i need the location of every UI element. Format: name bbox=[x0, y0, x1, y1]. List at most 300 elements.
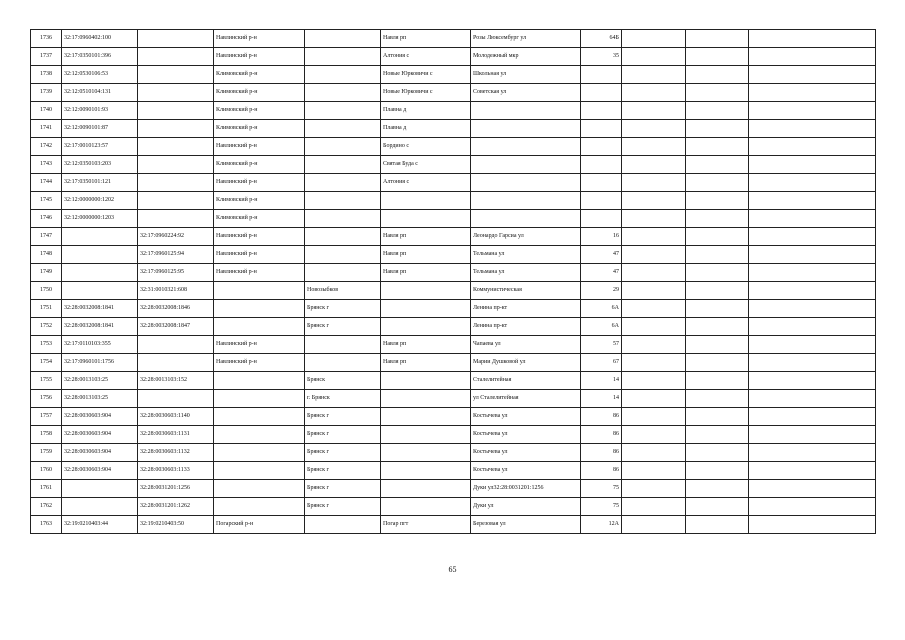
object-number-cell bbox=[138, 102, 214, 120]
settlement-cell bbox=[381, 192, 471, 210]
row-number-cell: 1752 bbox=[31, 318, 62, 336]
district-cell bbox=[214, 318, 305, 336]
row-number-cell: 1761 bbox=[31, 480, 62, 498]
city-cell: Брянск г bbox=[305, 480, 381, 498]
table-row bbox=[31, 300, 876, 318]
object-number-cell bbox=[138, 174, 214, 192]
extra-cell-2 bbox=[686, 174, 749, 192]
extra-cell-2 bbox=[686, 498, 749, 516]
district-cell: Навлинский р-н bbox=[214, 228, 305, 246]
extra-cell-1 bbox=[622, 390, 686, 408]
row-number-cell: 1739 bbox=[31, 84, 62, 102]
table-row bbox=[31, 264, 876, 282]
street-cell: Костычева ул bbox=[471, 444, 581, 462]
extra-cell-1 bbox=[622, 318, 686, 336]
cadastral-number-cell: 32:28:0030603:904 bbox=[62, 444, 138, 462]
house-cell: 35 bbox=[581, 48, 622, 66]
object-number-cell bbox=[138, 66, 214, 84]
settlement-cell: Плавна д bbox=[381, 120, 471, 138]
extra-cell-2 bbox=[686, 102, 749, 120]
settlement-cell bbox=[381, 372, 471, 390]
house-cell bbox=[581, 102, 622, 120]
table-row bbox=[31, 156, 876, 174]
row-number-cell: 1738 bbox=[31, 66, 62, 84]
house-cell: 86 bbox=[581, 408, 622, 426]
city-cell bbox=[305, 516, 381, 534]
settlement-cell: Алтония с bbox=[381, 174, 471, 192]
row-number-cell: 1751 bbox=[31, 300, 62, 318]
house-cell: 6А bbox=[581, 300, 622, 318]
row-number-cell: 1762 bbox=[31, 498, 62, 516]
house-cell: 86 bbox=[581, 444, 622, 462]
street-cell bbox=[471, 120, 581, 138]
extra-cell-1 bbox=[622, 246, 686, 264]
street-cell: ул Сталелитейная bbox=[471, 390, 581, 408]
district-cell bbox=[214, 462, 305, 480]
settlement-cell bbox=[381, 390, 471, 408]
district-cell: Навлинский р-н bbox=[214, 246, 305, 264]
row-number-cell: 1753 bbox=[31, 336, 62, 354]
district-cell: Климовский р-н bbox=[214, 66, 305, 84]
city-cell bbox=[305, 210, 381, 228]
table-row bbox=[31, 84, 876, 102]
settlement-cell bbox=[381, 426, 471, 444]
object-number-cell: 32:17:0960125:95 bbox=[138, 264, 214, 282]
extra-cell-3 bbox=[749, 30, 876, 48]
house-cell bbox=[581, 210, 622, 228]
house-cell: 29 bbox=[581, 282, 622, 300]
row-number-cell: 1737 bbox=[31, 48, 62, 66]
row-number-cell: 1745 bbox=[31, 192, 62, 210]
cadastral-number-cell: 32:17:0350101:396 bbox=[62, 48, 138, 66]
table-row bbox=[31, 480, 876, 498]
table-row bbox=[31, 462, 876, 480]
house-cell: 86 bbox=[581, 462, 622, 480]
table-row bbox=[31, 210, 876, 228]
row-number-cell: 1736 bbox=[31, 30, 62, 48]
extra-cell-3 bbox=[749, 138, 876, 156]
city-cell bbox=[305, 48, 381, 66]
street-cell: Школьная ул bbox=[471, 66, 581, 84]
object-number-cell bbox=[138, 84, 214, 102]
settlement-cell: Навля рп bbox=[381, 228, 471, 246]
settlement-cell bbox=[381, 408, 471, 426]
extra-cell-3 bbox=[749, 246, 876, 264]
object-number-cell bbox=[138, 336, 214, 354]
extra-cell-3 bbox=[749, 516, 876, 534]
table-row bbox=[31, 174, 876, 192]
extra-cell-1 bbox=[622, 498, 686, 516]
extra-cell-2 bbox=[686, 462, 749, 480]
cadastral-number-cell: 32:28:0030603:904 bbox=[62, 426, 138, 444]
cadastral-number-cell: 32:12:0350103:203 bbox=[62, 156, 138, 174]
settlement-cell: Погар пгт bbox=[381, 516, 471, 534]
house-cell bbox=[581, 174, 622, 192]
city-cell bbox=[305, 192, 381, 210]
extra-cell-3 bbox=[749, 282, 876, 300]
row-number-cell: 1749 bbox=[31, 264, 62, 282]
district-cell bbox=[214, 372, 305, 390]
city-cell: Брянск г bbox=[305, 318, 381, 336]
street-cell: Молодежный мкр bbox=[471, 48, 581, 66]
extra-cell-2 bbox=[686, 372, 749, 390]
district-cell: Климовский р-н bbox=[214, 120, 305, 138]
cadastral-number-cell: 32:28:0032008:1841 bbox=[62, 300, 138, 318]
cadastral-number-cell: 32:12:0000000:1203 bbox=[62, 210, 138, 228]
district-cell: Навлинский р-н bbox=[214, 174, 305, 192]
settlement-cell: Навля рп bbox=[381, 354, 471, 372]
extra-cell-1 bbox=[622, 84, 686, 102]
extra-cell-3 bbox=[749, 264, 876, 282]
extra-cell-3 bbox=[749, 498, 876, 516]
extra-cell-2 bbox=[686, 318, 749, 336]
cadastral-number-cell: 32:17:0010123:57 bbox=[62, 138, 138, 156]
settlement-cell: Новые Юрковичи с bbox=[381, 66, 471, 84]
object-number-cell bbox=[138, 192, 214, 210]
extra-cell-1 bbox=[622, 372, 686, 390]
district-cell bbox=[214, 282, 305, 300]
street-cell: Костычева ул bbox=[471, 408, 581, 426]
street-cell bbox=[471, 192, 581, 210]
extra-cell-3 bbox=[749, 462, 876, 480]
cadastral-number-cell: 32:28:0030603:904 bbox=[62, 462, 138, 480]
extra-cell-1 bbox=[622, 156, 686, 174]
settlement-cell bbox=[381, 210, 471, 228]
settlement-cell: Навля рп bbox=[381, 264, 471, 282]
extra-cell-1 bbox=[622, 408, 686, 426]
city-cell: Брянск г bbox=[305, 426, 381, 444]
settlement-cell bbox=[381, 480, 471, 498]
extra-cell-2 bbox=[686, 408, 749, 426]
row-number-cell: 1757 bbox=[31, 408, 62, 426]
row-number-cell: 1755 bbox=[31, 372, 62, 390]
object-number-cell: 32:19:0210403:50 bbox=[138, 516, 214, 534]
cadastral-number-cell bbox=[62, 228, 138, 246]
table-row bbox=[31, 228, 876, 246]
extra-cell-2 bbox=[686, 300, 749, 318]
house-cell: 6А bbox=[581, 318, 622, 336]
cadastral-number-cell bbox=[62, 282, 138, 300]
street-cell: Розы Люксембург ул bbox=[471, 30, 581, 48]
object-number-cell bbox=[138, 48, 214, 66]
district-cell bbox=[214, 426, 305, 444]
extra-cell-1 bbox=[622, 120, 686, 138]
extra-cell-1 bbox=[622, 30, 686, 48]
extra-cell-2 bbox=[686, 480, 749, 498]
extra-cell-1 bbox=[622, 282, 686, 300]
extra-cell-3 bbox=[749, 66, 876, 84]
street-cell bbox=[471, 138, 581, 156]
city-cell: Брянск bbox=[305, 372, 381, 390]
settlement-cell bbox=[381, 462, 471, 480]
city-cell: Брянск г bbox=[305, 462, 381, 480]
cadastral-number-cell: 32:19:0210403:44 bbox=[62, 516, 138, 534]
extra-cell-3 bbox=[749, 444, 876, 462]
street-cell: Коммунистическая bbox=[471, 282, 581, 300]
city-cell bbox=[305, 354, 381, 372]
house-cell: 64Б bbox=[581, 30, 622, 48]
house-cell: 16 bbox=[581, 228, 622, 246]
street-cell: Марии Душковой ул bbox=[471, 354, 581, 372]
extra-cell-3 bbox=[749, 318, 876, 336]
extra-cell-1 bbox=[622, 228, 686, 246]
city-cell bbox=[305, 138, 381, 156]
district-cell bbox=[214, 480, 305, 498]
settlement-cell: Навля рп bbox=[381, 246, 471, 264]
city-cell bbox=[305, 336, 381, 354]
house-cell: 12А bbox=[581, 516, 622, 534]
district-cell: Климовский р-н bbox=[214, 102, 305, 120]
city-cell bbox=[305, 264, 381, 282]
extra-cell-3 bbox=[749, 156, 876, 174]
cadastral-number-cell: 32:28:0013103:25 bbox=[62, 372, 138, 390]
cadastral-number-cell: 32:17:0110103:355 bbox=[62, 336, 138, 354]
settlement-cell bbox=[381, 444, 471, 462]
house-cell: 86 bbox=[581, 426, 622, 444]
district-cell: Навлинский р-н bbox=[214, 264, 305, 282]
row-number-cell: 1756 bbox=[31, 390, 62, 408]
extra-cell-2 bbox=[686, 282, 749, 300]
extra-cell-1 bbox=[622, 516, 686, 534]
row-number-cell: 1760 bbox=[31, 462, 62, 480]
row-number-cell: 1763 bbox=[31, 516, 62, 534]
extra-cell-2 bbox=[686, 120, 749, 138]
extra-cell-2 bbox=[686, 336, 749, 354]
settlement-cell: Плавна д bbox=[381, 102, 471, 120]
extra-cell-1 bbox=[622, 426, 686, 444]
city-cell bbox=[305, 30, 381, 48]
extra-cell-3 bbox=[749, 102, 876, 120]
object-number-cell: 32:17:0960224:92 bbox=[138, 228, 214, 246]
extra-cell-1 bbox=[622, 480, 686, 498]
table-row bbox=[31, 336, 876, 354]
row-number-cell: 1740 bbox=[31, 102, 62, 120]
extra-cell-2 bbox=[686, 192, 749, 210]
cadastral-number-cell: 32:28:0032008:1841 bbox=[62, 318, 138, 336]
extra-cell-3 bbox=[749, 336, 876, 354]
row-number-cell: 1759 bbox=[31, 444, 62, 462]
table-row bbox=[31, 282, 876, 300]
settlement-cell bbox=[381, 498, 471, 516]
district-cell: Климовский р-н bbox=[214, 156, 305, 174]
object-number-cell bbox=[138, 138, 214, 156]
extra-cell-1 bbox=[622, 444, 686, 462]
extra-cell-2 bbox=[686, 246, 749, 264]
house-cell bbox=[581, 120, 622, 138]
street-cell: Дуки ул32:28:0031201:1256 bbox=[471, 480, 581, 498]
extra-cell-2 bbox=[686, 30, 749, 48]
settlement-cell: Святая Буда с bbox=[381, 156, 471, 174]
settlement-cell: Бордино с bbox=[381, 138, 471, 156]
city-cell: Брянск г bbox=[305, 408, 381, 426]
house-cell: 14 bbox=[581, 372, 622, 390]
object-number-cell bbox=[138, 390, 214, 408]
row-number-cell: 1741 bbox=[31, 120, 62, 138]
object-number-cell: 32:28:0030603:1140 bbox=[138, 408, 214, 426]
house-cell bbox=[581, 192, 622, 210]
extra-cell-2 bbox=[686, 210, 749, 228]
city-cell: Брянск г bbox=[305, 498, 381, 516]
cadastral-number-cell bbox=[62, 480, 138, 498]
extra-cell-3 bbox=[749, 390, 876, 408]
city-cell bbox=[305, 102, 381, 120]
city-cell: Брянск г bbox=[305, 444, 381, 462]
object-number-cell: 32:28:0032008:1847 bbox=[138, 318, 214, 336]
extra-cell-3 bbox=[749, 84, 876, 102]
city-cell bbox=[305, 66, 381, 84]
object-number-cell: 32:28:0031201:1262 bbox=[138, 498, 214, 516]
table-row bbox=[31, 444, 876, 462]
extra-cell-1 bbox=[622, 174, 686, 192]
row-number-cell: 1748 bbox=[31, 246, 62, 264]
extra-cell-1 bbox=[622, 138, 686, 156]
row-number-cell: 1744 bbox=[31, 174, 62, 192]
cadastral-number-cell: 32:17:0960101:1756 bbox=[62, 354, 138, 372]
district-cell: Климовский р-н bbox=[214, 192, 305, 210]
extra-cell-2 bbox=[686, 444, 749, 462]
street-cell bbox=[471, 174, 581, 192]
row-number-cell: 1750 bbox=[31, 282, 62, 300]
table-row bbox=[31, 498, 876, 516]
extra-cell-2 bbox=[686, 84, 749, 102]
district-cell bbox=[214, 408, 305, 426]
cadastral-number-cell: 32:12:0530106:53 bbox=[62, 66, 138, 84]
settlement-cell bbox=[381, 300, 471, 318]
city-cell bbox=[305, 246, 381, 264]
settlement-cell: Навля рп bbox=[381, 336, 471, 354]
settlement-cell: Алтония с bbox=[381, 48, 471, 66]
table-body bbox=[31, 30, 876, 534]
object-number-cell: 32:28:0030603:1133 bbox=[138, 462, 214, 480]
extra-cell-3 bbox=[749, 300, 876, 318]
house-cell bbox=[581, 156, 622, 174]
table-row bbox=[31, 354, 876, 372]
object-number-cell bbox=[138, 354, 214, 372]
table-row bbox=[31, 516, 876, 534]
extra-cell-3 bbox=[749, 192, 876, 210]
extra-cell-2 bbox=[686, 264, 749, 282]
object-number-cell: 32:28:0013103:152 bbox=[138, 372, 214, 390]
row-number-cell: 1743 bbox=[31, 156, 62, 174]
extra-cell-3 bbox=[749, 210, 876, 228]
district-cell: Навлинский р-н bbox=[214, 138, 305, 156]
extra-cell-2 bbox=[686, 138, 749, 156]
district-cell: Навлинский р-н bbox=[214, 336, 305, 354]
street-cell: Сталелитейная bbox=[471, 372, 581, 390]
object-number-cell bbox=[138, 30, 214, 48]
extra-cell-3 bbox=[749, 480, 876, 498]
table-row bbox=[31, 246, 876, 264]
cadastral-number-cell: 32:12:0090101:93 bbox=[62, 102, 138, 120]
city-cell bbox=[305, 174, 381, 192]
table-row bbox=[31, 102, 876, 120]
object-number-cell: 32:31:0010321:608 bbox=[138, 282, 214, 300]
street-cell: Чапаева ул bbox=[471, 336, 581, 354]
table-row bbox=[31, 426, 876, 444]
register-table bbox=[30, 29, 876, 534]
object-number-cell bbox=[138, 210, 214, 228]
extra-cell-3 bbox=[749, 408, 876, 426]
page-number: 65 bbox=[448, 565, 457, 574]
cadastral-number-cell: 32:17:0960402:100 bbox=[62, 30, 138, 48]
street-cell: Тельмана ул bbox=[471, 246, 581, 264]
row-number-cell: 1747 bbox=[31, 228, 62, 246]
settlement-cell bbox=[381, 282, 471, 300]
city-cell: Новозыбков bbox=[305, 282, 381, 300]
extra-cell-1 bbox=[622, 354, 686, 372]
settlement-cell: Новые Юрковичи с bbox=[381, 84, 471, 102]
house-cell: 14 bbox=[581, 390, 622, 408]
city-cell bbox=[305, 228, 381, 246]
cadastral-number-cell: 32:12:0510104:131 bbox=[62, 84, 138, 102]
table-row bbox=[31, 48, 876, 66]
city-cell bbox=[305, 84, 381, 102]
street-cell: Костычева ул bbox=[471, 462, 581, 480]
cadastral-number-cell bbox=[62, 498, 138, 516]
row-number-cell: 1754 bbox=[31, 354, 62, 372]
city-cell: Брянск г bbox=[305, 300, 381, 318]
cadastral-number-cell bbox=[62, 264, 138, 282]
house-cell: 75 bbox=[581, 498, 622, 516]
cadastral-number-cell: 32:17:0350101:121 bbox=[62, 174, 138, 192]
table-row bbox=[31, 192, 876, 210]
street-cell bbox=[471, 156, 581, 174]
district-cell bbox=[214, 444, 305, 462]
extra-cell-2 bbox=[686, 426, 749, 444]
table-row bbox=[31, 120, 876, 138]
district-cell bbox=[214, 300, 305, 318]
house-cell: 47 bbox=[581, 246, 622, 264]
extra-cell-3 bbox=[749, 120, 876, 138]
district-cell: Климовский р-н bbox=[214, 84, 305, 102]
table-row bbox=[31, 138, 876, 156]
extra-cell-3 bbox=[749, 426, 876, 444]
extra-cell-2 bbox=[686, 66, 749, 84]
city-cell: г. Брянск bbox=[305, 390, 381, 408]
city-cell bbox=[305, 120, 381, 138]
extra-cell-1 bbox=[622, 300, 686, 318]
house-cell: 47 bbox=[581, 264, 622, 282]
row-number-cell: 1758 bbox=[31, 426, 62, 444]
extra-cell-2 bbox=[686, 156, 749, 174]
table-row bbox=[31, 30, 876, 48]
district-cell bbox=[214, 498, 305, 516]
house-cell: 57 bbox=[581, 336, 622, 354]
street-cell: Березовая ул bbox=[471, 516, 581, 534]
district-cell: Навлинский р-н bbox=[214, 48, 305, 66]
object-number-cell bbox=[138, 120, 214, 138]
extra-cell-1 bbox=[622, 264, 686, 282]
extra-cell-2 bbox=[686, 354, 749, 372]
table-row bbox=[31, 408, 876, 426]
extra-cell-1 bbox=[622, 66, 686, 84]
extra-cell-2 bbox=[686, 228, 749, 246]
cadastral-number-cell: 32:12:0090101:87 bbox=[62, 120, 138, 138]
street-cell: Костычева ул bbox=[471, 426, 581, 444]
extra-cell-3 bbox=[749, 48, 876, 66]
table-row bbox=[31, 66, 876, 84]
house-cell: 67 bbox=[581, 354, 622, 372]
extra-cell-1 bbox=[622, 210, 686, 228]
district-cell bbox=[214, 390, 305, 408]
street-cell: Ленина пр-кт bbox=[471, 300, 581, 318]
street-cell: Леонардо Гарсиа ул bbox=[471, 228, 581, 246]
cadastral-number-cell bbox=[62, 246, 138, 264]
street-cell: Советская ул bbox=[471, 84, 581, 102]
street-cell bbox=[471, 102, 581, 120]
extra-cell-2 bbox=[686, 48, 749, 66]
row-number-cell: 1746 bbox=[31, 210, 62, 228]
